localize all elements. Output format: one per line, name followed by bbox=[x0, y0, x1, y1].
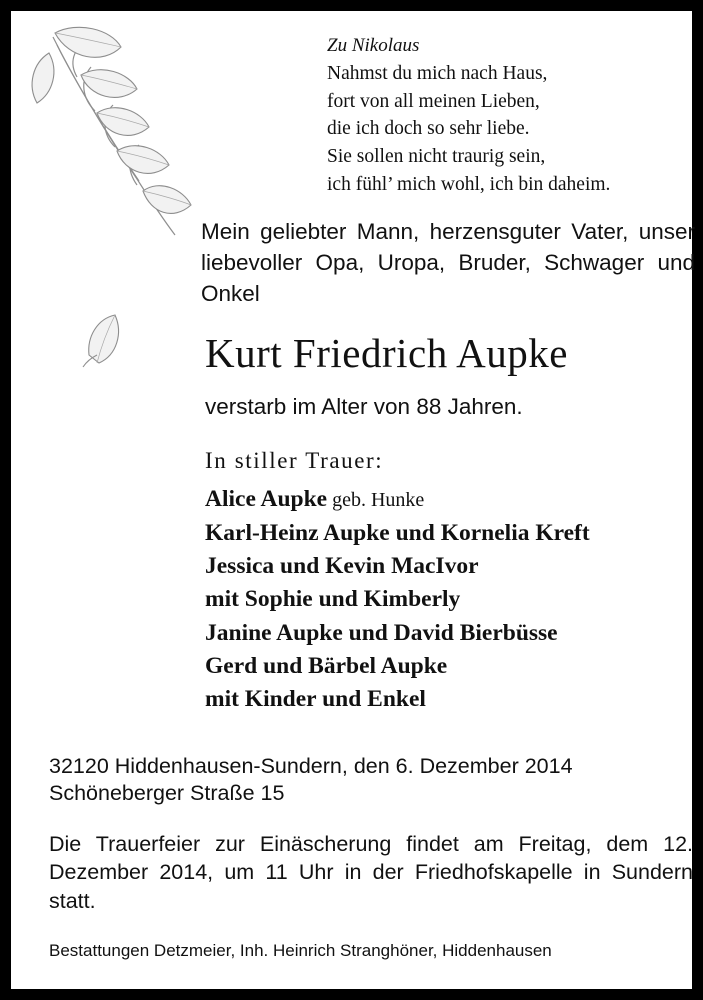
age-line: verstarb im Alter von 88 Jahren. bbox=[205, 394, 523, 420]
list-item bbox=[205, 483, 666, 516]
mourner-name: Jessica und Kevin MacIvor bbox=[205, 553, 479, 579]
list-item bbox=[205, 650, 666, 683]
mourner-name: Karl-Heinz Aupke und Kornelia Kreft bbox=[205, 519, 590, 546]
mourner-name: mit Kinder und Enkel bbox=[205, 686, 426, 713]
branch-illustration bbox=[25, 19, 215, 279]
poem-block bbox=[327, 33, 666, 198]
leaf-illustration bbox=[79, 311, 139, 371]
ceremony-details: Die Trauerfeier zur Einäscherung findet am Freitag, dem 12. Dezember 2014, um 11 Uhr in der Friedhofskapelle in Sundern statt. bbox=[49, 831, 693, 913]
mourner-note: geb. Hunke bbox=[327, 489, 425, 512]
obituary-inner bbox=[11, 11, 695, 989]
address-line-city-date: 32120 Hiddenhausen-Sundern, den 6. Dezember 2014 bbox=[49, 753, 573, 778]
list-item bbox=[205, 517, 666, 550]
funeral-home-credit: Bestattungen Detzmeier, Inh. Heinrich Stranghöner, Hiddenhausen bbox=[49, 940, 552, 960]
poem-line-4: Sie sollen nicht traurig sein, bbox=[327, 146, 546, 168]
poem-line-1: Nahmst du mich nach Haus, bbox=[327, 62, 548, 84]
address-block bbox=[49, 753, 666, 808]
poem-line-5: ich fühl’ mich wohl, ich bin daheim. bbox=[327, 173, 611, 195]
mourner-name: Alice Aupke bbox=[205, 486, 328, 513]
list-item bbox=[205, 617, 666, 650]
list-item bbox=[205, 583, 666, 616]
mourner-name: Gerd und Bärbel Aupke bbox=[205, 653, 448, 680]
mourner-name: mit Sophie und Kimberly bbox=[205, 586, 461, 613]
mourning-label: In stiller Trauer: bbox=[205, 448, 384, 474]
address-line-street: Schöneberger Straße 15 bbox=[49, 781, 285, 806]
mourners-list bbox=[205, 483, 666, 717]
poem-title: Zu Nikolaus bbox=[327, 35, 420, 56]
relationship-intro: Mein geliebter Mann, herzensguter Vater, unser liebevoller Opa, Uropa, Bruder, Schwager und Onkel bbox=[201, 219, 695, 306]
deceased-name: Kurt Friedrich Aupke bbox=[205, 330, 568, 377]
poem-line-3: die ich doch so sehr liebe. bbox=[327, 118, 530, 140]
list-item bbox=[205, 683, 666, 716]
mourner-name: Janine Aupke und David Bierbüsse bbox=[205, 619, 558, 646]
poem-line-2: fort von all meinen Lieben, bbox=[327, 90, 540, 112]
list-item bbox=[205, 550, 666, 583]
